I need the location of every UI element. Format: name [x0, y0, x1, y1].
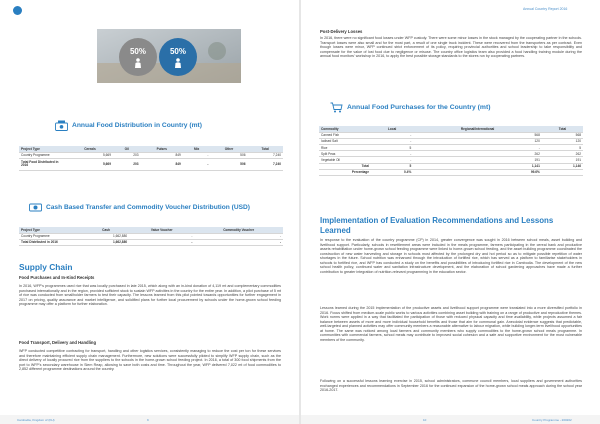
cell-value: 568: [413, 132, 542, 138]
row-label: Percentage: [319, 169, 371, 175]
table-total-row: [19, 239, 283, 245]
cell-value: 262: [542, 151, 583, 157]
percent-circle-left: [119, 38, 157, 76]
row-label: Iodised Salt: [319, 138, 371, 144]
cell-value: 1,146: [542, 163, 583, 169]
cell-value: 5,669: [67, 158, 113, 170]
cell-value: 5: [371, 145, 413, 151]
cell-value: 1,662,880: [83, 239, 129, 245]
cell-value: 120: [413, 138, 542, 144]
cell-value: -: [129, 239, 194, 245]
supply-chain-heading: Supply Chain: [19, 262, 73, 272]
column-header: Other: [210, 146, 247, 152]
cell-value: 849: [141, 158, 183, 170]
person-icon: [134, 58, 142, 68]
cell-value: -: [194, 239, 283, 245]
cell-value: [542, 169, 583, 175]
column-header: Cash: [83, 227, 129, 233]
cell-value: 5,669: [67, 152, 113, 158]
wfp-logo-icon: [13, 6, 22, 15]
person-icon: [174, 58, 182, 68]
cash-transfer-heading: [29, 202, 250, 213]
row-label: Split Peas: [319, 151, 371, 157]
column-header: Mix: [183, 146, 211, 152]
cell-value: 568: [542, 132, 583, 138]
cell-value: 5: [371, 163, 413, 169]
cell-value: 506: [210, 152, 247, 158]
footer-page-number-right: 10: [423, 418, 427, 422]
cell-value: 120: [542, 138, 583, 144]
annual-purchases-heading: [330, 102, 491, 113]
cell-value: 506: [210, 158, 247, 170]
cell-value: -: [194, 233, 283, 239]
cell-value: -: [371, 151, 413, 157]
row-label: Total Distributed in 2016: [19, 239, 83, 245]
row-label: Vegetable Oil: [319, 157, 371, 163]
cell-value: 7,240: [248, 152, 284, 158]
column-header: Project Type: [19, 227, 83, 233]
evaluation-paragraph-1: In response to the evaluation of the country programme (CP) in 2014, greater convergence was sought in 2016 between school meals, asset building and livelihood support. Particularly, schools in resettlement areas were included in the meals programme, farmers participating in the cereal bank and productive assets rehabilitation under home-grown school feeding programme were linked to home-grown school feeding, and the asset building programme coordinated the construction of new water harvesting and storage in schools most affected by the prolonged dry and hot period so as to mitigate possible repetition of water shortages in the future. School nutrition was enhanced through the introduction of fortified rice, which has served as a platform to familiarise stakeholders in schools to fortified rice, and WFP has conducted a study on the benefits and possibilities of introducing fortified rice in Cambodia. The development of the new school health policy, continued water and sanitation infrastructure development, and the elaboration of school gardening approaches have made a further contribution to greater integration of nutrition-relevant programming in the education sector.: [320, 238, 582, 274]
food-transport-subheading: Food Transport, Delivery and Handling: [19, 340, 97, 345]
percent-circle-right: [159, 38, 197, 76]
column-header: Oil: [113, 146, 141, 152]
cell-value: 1,662,880: [83, 233, 129, 239]
evaluation-paragraph-3: Following on a successful lessons learning exercise in 2015, school administrators, commune council members, local suppliers and government authorities exchanged experiences and recommendations in September 2016 for the continued expansion of the home-grown school meals approach during the school year 2016-2017.: [320, 379, 582, 393]
cell-value: 0.4%: [371, 169, 413, 175]
percent-left-value: 50%: [129, 46, 146, 56]
cell-value: -: [371, 157, 413, 163]
cash-transfer-table: [19, 227, 283, 246]
left-page: [0, 0, 299, 424]
evaluation-paragraph-2: Lessons learned during the 2015 implementation of the productive assets and livelihood support programme were translated into a more diversified portfolio in 2016. Focus shifted from medium-scale public works to various activities combining asset building with training on a range of productive and reproductive themes. Work norms were applied in a way that facilitated the participation of those with reduced physical capacity and time availability, while projects assumed a fair balance between assets of more and more individual household benefits and those that aim for communal gain. Anecdotal evidence suggests that predictable, well-targeted and planned activities may offer community members a reasonable alternative to labour migration, while building longer-term livelihood opportunities at home. The same was noticed among local farmers and community members who supply commodities to the home-grown school meals programme. In communities with commercial farmers, school meals may contribute to improved social cohesion and a safe and supportive environment for the most vulnerable members of the community.: [320, 306, 582, 342]
cell-value: 262: [413, 151, 542, 157]
cell-value: 203: [113, 152, 141, 158]
row-label: Rice: [319, 145, 371, 151]
cell-value: 5: [542, 145, 583, 151]
cell-value: -: [183, 158, 211, 170]
header-meta-right: Annual Country Report 2016: [523, 7, 568, 11]
annual-food-title: Annual Food Distribution in Country (mt): [72, 122, 203, 129]
cash-icon: [29, 202, 42, 213]
cell-value: -: [371, 132, 413, 138]
column-header: Cereals: [67, 146, 113, 152]
cell-value: -: [413, 145, 542, 151]
column-header: Total: [542, 126, 583, 132]
footer-right-text: Country Programme - 200202: [532, 418, 572, 422]
cell-value: 191: [413, 157, 542, 163]
cell-value: -: [371, 138, 413, 144]
table-percentage-row: [319, 169, 583, 175]
cash-transfer-title: Cash Based Transfer and Commodity Voucher Distribution (USD): [46, 204, 250, 211]
footer-page-number-left: 9: [147, 418, 149, 422]
header-photo: [97, 29, 241, 83]
cell-value: -: [129, 233, 194, 239]
evaluation-heading: Implementation of Evaluation Recommendations and Lessons Learned: [320, 216, 554, 235]
column-header: Total: [248, 146, 284, 152]
cell-value: -: [183, 152, 211, 158]
food-distribution-icon: [55, 120, 68, 131]
post-delivery-paragraph: In 2016, there were no significant food losses under WFP custody. There were some minor losses in the stock managed by the cooperating partner in the schools. Transport losses were also small and for the most part, a result of one single truck incident. These were recovered from the transporters as per contract. Even though losses were minor, WFP continued strict enforcement of its policy, requiring provincial authorities and school leadership to take responsibility and compensate for the value of lost food due to negligence or misuse. The country office logistics team also provided a food handling training module during the annual food monitors' workshop in 2016, to apply the best possible storage standards to the stores run by cooperating partners.: [320, 36, 582, 59]
cell-value: 7,240: [248, 158, 284, 170]
cell-value: 1,141: [413, 163, 542, 169]
row-label: Canned Fish: [319, 132, 371, 138]
annual-food-table: [19, 146, 283, 171]
food-purchases-paragraph: In 2016, WFP's programmes used rice that was locally purchased in late 2015, which along with an in-kind donation of 4,119 mt and complementary commodities purchased internationally and in the region, provided sufficient stock to sustain WFP activities in the country for the entire year. In addition, a pilot purchase of 5 mt of rice was conducted from smallholder farmers to test their capacity. The lessons learned from this pilot pointed towards opportunities for further engagement in 2017 on pricing, quality assurance and market intelligence, and solidified plans for further local procurement by schools under the home-grown school feeding programme may offer a platform for further elaboration.: [19, 284, 281, 307]
column-header: Value Voucher: [129, 227, 194, 233]
footer-left-text: Cambodia, Kingdom of (KH): [17, 418, 55, 422]
right-page: [301, 0, 600, 424]
cell-value: 203: [113, 158, 141, 170]
row-label: Total: [319, 163, 371, 169]
column-header: Pulses: [141, 146, 183, 152]
cell-value: 849: [141, 152, 183, 158]
food-transport-paragraph: WFP conducted competitive contracting for transport, handling and other logistics services, consistently managing to reduce the cost per ton for these services and therefore maintaining efficient supply chain management. Furthermore, new solutions were successfully piloted to simplify WFP supply chain, such as the direct delivery of locally procured rice from the suppliers to the schools in the home-grown school feeding project. In 2016, a total of 300 food shipments from the port to WFP's secondary warehouse in Siem Reap, allowing to save both costs and time. Throughout the year, WFP delivered 7,022 mt of food commodities to 2,852 different programme destinations around the country.: [19, 349, 281, 372]
column-header: Local: [371, 126, 413, 132]
column-header: Regional/International: [413, 126, 542, 132]
percent-right-value: 50%: [169, 46, 186, 56]
annual-food-heading: [55, 120, 202, 131]
column-header: Project Type: [19, 146, 67, 152]
annual-purchases-title: Annual Food Purchases for the Country (mt): [347, 104, 491, 111]
row-label: Total Food Distributed in 2016: [19, 158, 67, 170]
row-label: Country Programme: [19, 233, 83, 239]
row-label: Country Programme: [19, 152, 67, 158]
purchase-cart-icon: [330, 102, 343, 113]
post-delivery-heading: Post-Delivery Losses: [320, 29, 363, 34]
cell-value: 191: [542, 157, 583, 163]
food-purchases-subheading: Food Purchases and In-Kind Receipts: [19, 275, 95, 280]
table-total-row: [19, 158, 283, 170]
annual-purchases-table: [319, 126, 583, 176]
column-header: Commodity: [319, 126, 371, 132]
cell-value: 99.6%: [413, 169, 542, 175]
column-header: Commodity Voucher: [194, 227, 283, 233]
